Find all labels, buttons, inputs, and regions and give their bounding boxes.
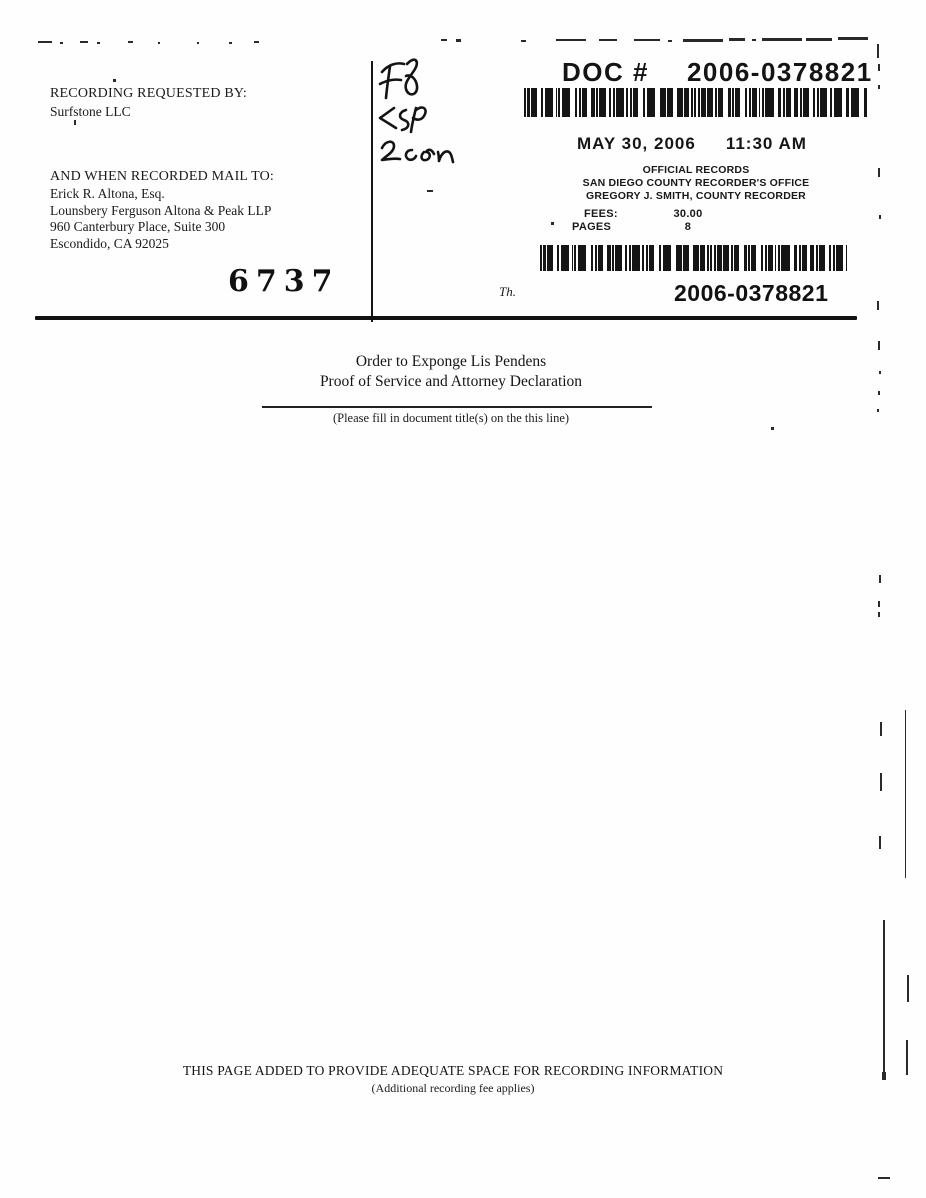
scan-mark (906, 1040, 908, 1075)
scan-mark (878, 341, 880, 350)
scan-mark (878, 391, 880, 395)
scan-dash (521, 40, 526, 42)
recording-date: MAY 30, 2006 (577, 134, 696, 153)
scan-dash (456, 39, 461, 42)
fees-value: 30.00 (673, 208, 703, 220)
doc-number-bottom: 2006-0378821 (674, 280, 829, 306)
mail-to-line: Escondido, CA 92025 (50, 235, 169, 251)
scan-mark (878, 601, 880, 607)
mail-to-line: Erick R. Altona, Esq. (50, 186, 165, 201)
recording-datetime (577, 134, 807, 154)
county-recorder-line: GREGORY J. SMITH, COUNTY RECORDER (586, 190, 806, 202)
scan-dash (128, 41, 133, 43)
scan-mark (883, 920, 885, 1078)
scan-mark (877, 301, 879, 310)
mail-to-address (50, 186, 271, 252)
scan-mark (771, 427, 774, 430)
scan-mark (877, 44, 879, 58)
scan-mark (878, 64, 880, 71)
requested-by-name: Surfstone LLC (50, 104, 131, 119)
scan-dash (38, 41, 52, 43)
scan-dash (752, 39, 756, 41)
scan-mark (879, 215, 881, 219)
doc-number-label: DOC # (562, 57, 649, 87)
scan-mark (427, 190, 433, 192)
mail-to-line: 960 Canterbury Place, Suite 300 (50, 219, 226, 235)
scan-mark (551, 222, 554, 225)
fees-label: FEES: (584, 208, 618, 220)
pages-label: PAGES (572, 221, 612, 233)
recording-requested-label: RECORDING REQUESTED BY: (50, 86, 247, 101)
barcode-top (524, 88, 868, 117)
scan-mark (905, 710, 906, 878)
scan-mark (878, 612, 880, 617)
scan-dash (441, 39, 447, 41)
scan-mark (880, 773, 882, 791)
recorder-divider-line (35, 316, 857, 320)
doc-number-value: 2006-0378821 (686, 57, 873, 87)
document-title-line-1: Order to Exponge Lis Pendens (355, 353, 547, 370)
scan-dash (668, 40, 672, 42)
title-fill-line (262, 406, 652, 408)
recording-time: 11:30 AM (725, 134, 807, 153)
scan-mark (879, 371, 881, 374)
scan-mark (878, 168, 880, 177)
scan-mark (907, 975, 909, 1002)
scan-dash (683, 39, 723, 42)
scan-dash (556, 39, 586, 41)
scan-dash (197, 42, 199, 44)
official-records-line: OFFICIAL RECORDS (642, 164, 750, 176)
stamp-number: 6737 (228, 264, 340, 299)
scan-mark (882, 1072, 886, 1080)
scan-mark (879, 836, 881, 849)
scan-dash (229, 42, 232, 44)
mail-to-label: AND WHEN RECORDED MAIL TO: (50, 169, 275, 184)
scan-mark (113, 79, 116, 82)
footer-note: THIS PAGE ADDED TO PROVIDE ADEQUATE SPACE FOR RECORDING INFORMATION (182, 1063, 724, 1078)
scan-mark (74, 120, 76, 125)
scan-dash (80, 41, 88, 43)
recorder-office-line: SAN DIEGO COUNTY RECORDER'S OFFICE (582, 177, 810, 189)
document-title-line-2: Proof of Service and Attorney Declaration (319, 373, 583, 390)
scan-dash (158, 42, 160, 44)
scan-dash (762, 38, 802, 41)
scan-dash (729, 38, 745, 41)
pages-value: 8 (684, 221, 692, 233)
scan-dash (806, 38, 832, 41)
scan-mark (878, 85, 880, 89)
scan-mark (880, 722, 882, 736)
doc-number-line (562, 57, 873, 88)
scan-dash (838, 37, 868, 40)
scan-dash (254, 41, 259, 43)
scan-mark (878, 1177, 890, 1179)
clerk-note: Th. (499, 284, 516, 299)
scan-dash (97, 42, 100, 44)
scan-mark (879, 575, 881, 583)
document-title-block (251, 352, 651, 392)
scan-dash (599, 39, 617, 41)
footer-subnote: (Additional recording fee applies) (371, 1081, 535, 1095)
scan-mark (877, 409, 879, 412)
scan-dash (634, 39, 660, 41)
barcode-bottom (540, 245, 847, 271)
handwritten-annotation (368, 52, 463, 167)
mail-to-line: Lounsbery Ferguson Altona & Peak LLP (50, 202, 272, 218)
title-instruction: (Please fill in document title(s) on the this line) (332, 411, 570, 425)
scan-dash (60, 42, 63, 44)
recorder-office-block (544, 164, 848, 203)
